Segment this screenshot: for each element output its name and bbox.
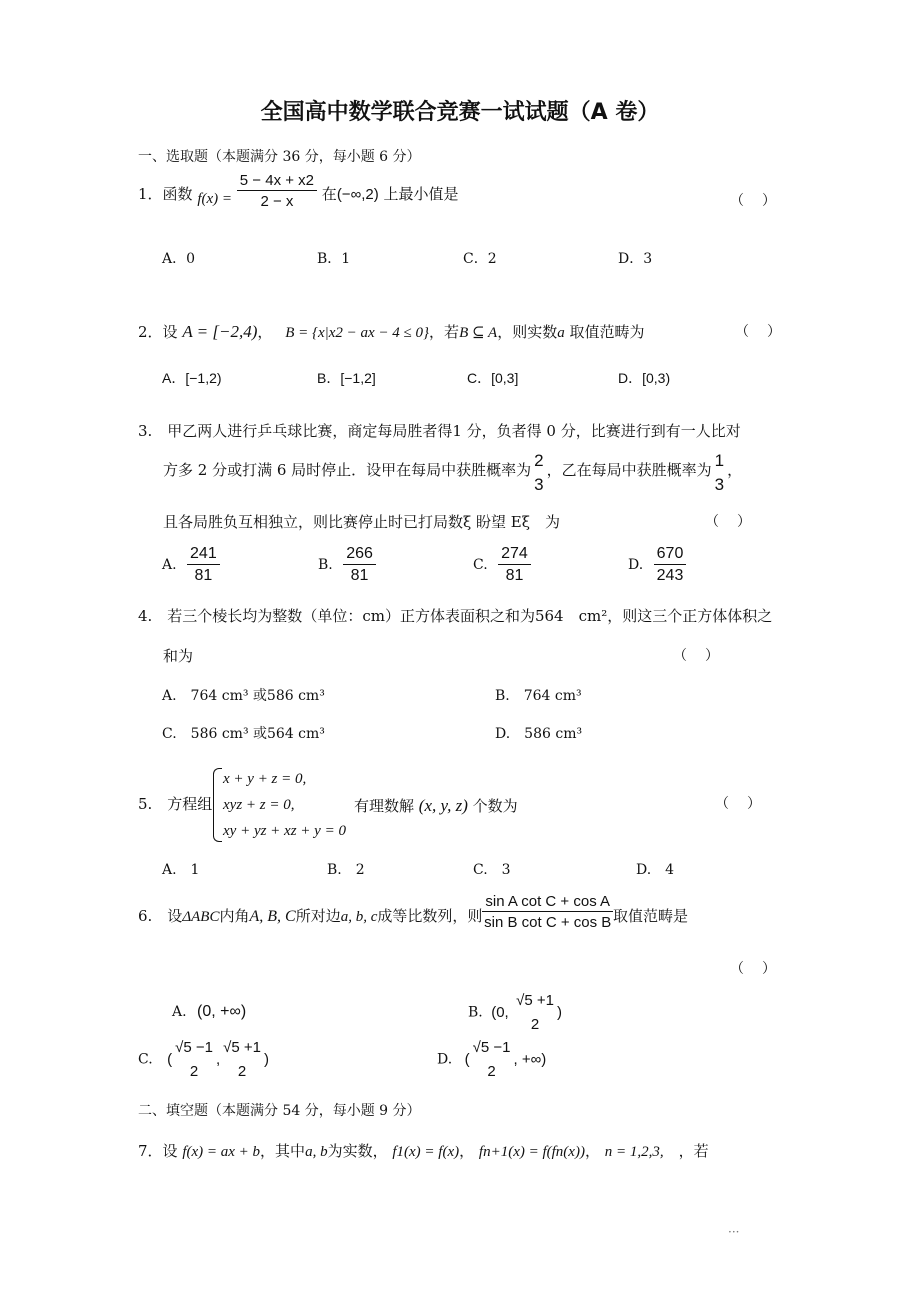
q5-answer-blank: （ ） (715, 796, 763, 812)
q2-suffix: 取值范畴为 (569, 323, 645, 341)
q5-prefix: 5. 方程组 (138, 795, 213, 813)
q6-option-c-num-1: √5 −1 (175, 1039, 213, 1056)
q6-option-c-fraction-1 (172, 1040, 216, 1079)
q6-prefix: 6. 设 (138, 907, 183, 925)
q5-option-a: A. 1 (162, 862, 200, 878)
q3-option-a-fraction (187, 546, 220, 584)
q3-option-b (318, 546, 376, 584)
q3-option-c-label: C. (473, 557, 488, 573)
q3-prob-b-num: 1 (714, 451, 725, 470)
q6-option-b-pre: (0, (491, 1004, 509, 1021)
q7-t3: ， (459, 1142, 475, 1160)
q3-option-b-fraction (343, 546, 376, 584)
q2-set-a: A = [−2,4) (182, 322, 258, 341)
q3-line-2c: ， (727, 460, 743, 479)
q7-t2: 为实数， (327, 1142, 388, 1160)
q6-option-d-label: D. (437, 1051, 453, 1068)
q6-option-d: D. ( √5 −1 2 , +∞) (437, 1039, 547, 1080)
q6-option-d-fraction (470, 1040, 514, 1079)
q5-eq-3: xy + yz + xz + y = 0 (223, 823, 346, 839)
question-7 (138, 1144, 709, 1160)
q1-interval: (−∞,2) (336, 186, 379, 203)
q2-prefix: 2．设 (138, 323, 178, 341)
q1-answer-blank: （ ） (730, 193, 778, 209)
q2-cond: B ⊆ A (459, 325, 498, 341)
q3-prob-b (712, 452, 727, 493)
q3-option-c-num: 274 (498, 546, 531, 565)
q1-fraction (237, 173, 317, 209)
q5-eq-2: xyz + z = 0, (223, 797, 295, 813)
q7-t4: ， (584, 1142, 600, 1160)
q6-option-d-num: √5 −1 (472, 1039, 511, 1056)
q3-line-2b: ，乙在每局中获胜概率为 (546, 460, 712, 479)
section-heading-fill: 二、填空题（本题满分 54 分，每小题 9 分） (138, 1103, 421, 1119)
q2-option-c: C．[0,3] (467, 370, 519, 386)
q4-option-b: B. 764 cm³ (495, 688, 582, 704)
q3-option-a-num: 241 (187, 546, 220, 565)
q6-sides: a, b, c (340, 909, 378, 925)
q6-suffix: 取值范畴是 (613, 907, 689, 925)
q2-var: a (557, 325, 565, 341)
q3-option-a (162, 546, 220, 584)
q1-option-a: A．0 (162, 251, 196, 267)
q2-option-d: D．[0,3) (618, 370, 671, 386)
q2-cond-pre: ，若 (429, 323, 460, 341)
q3-option-b-label: B. (318, 557, 333, 573)
q5-tuple: (x, y, z) (418, 796, 468, 815)
q6-option-c-den-1: 2 (189, 1063, 199, 1080)
q2-set-b: B = {x|x2 − ax − 4 ≤ 0} (285, 325, 430, 341)
q1-mid: 在 (321, 185, 337, 203)
q2-cond-post: ，则实数 (497, 323, 558, 341)
q6-option-c: C. ( √5 −1 2 , √5 +1 2 ) (138, 1039, 270, 1080)
q3-line-2a: 方多 2 分或打满 6 局时停止．设甲在每局中获胜概率为 (163, 460, 532, 479)
q3-prob-a-num: 2 (534, 451, 544, 470)
q1-suffix: 上最小值是 (383, 185, 459, 203)
q1-prefix: 1．函数 (138, 185, 193, 203)
q3-line-3: 且各局胜负互相独立，则比赛停止时已打局数ξ 盼望 Eξ 为 (163, 513, 561, 531)
q6-option-b-num: √5 +1 (516, 992, 555, 1009)
q6-mid2: 所对边 (295, 907, 341, 925)
question-1 (138, 172, 459, 210)
q5-tail (354, 797, 518, 814)
q3-option-a-label: A. (162, 557, 177, 573)
q6-option-c-label: C. (138, 1051, 153, 1068)
q5-option-d: D. 4 (636, 862, 675, 878)
q6-option-a-value: (0, +∞) (197, 1003, 247, 1020)
q3-option-b-num: 266 (343, 546, 376, 565)
q3-option-d-label: D. (628, 557, 644, 573)
q7-t1: ，其中 (260, 1142, 306, 1160)
q2-option-a: A．[−1,2) (162, 370, 222, 386)
q4-option-d: D. 586 cm³ (495, 726, 583, 742)
q6-option-d-post: , +∞) (513, 1051, 547, 1068)
q3-option-d-num: 670 (654, 546, 687, 565)
q3-option-d-fraction (654, 546, 687, 584)
q6-option-d-den: 2 (487, 1063, 496, 1080)
q3-prob-b-den: 3 (714, 475, 725, 494)
q6-option-c-num-2: √5 +1 (223, 1039, 262, 1056)
q6-option-b-label: B. (468, 1004, 483, 1021)
q1-option-d: D．3 (618, 251, 653, 267)
q3-option-b-den: 81 (350, 567, 369, 584)
q3-option-a-den: 81 (194, 567, 213, 584)
q6-option-a (172, 1004, 246, 1020)
q4-option-c: C. 586 cm³ 或564 cm³ (162, 726, 325, 742)
q3-option-c (473, 546, 531, 584)
q6-option-c-fraction-2 (220, 1040, 264, 1079)
q3-option-d (628, 546, 686, 584)
q3-option-c-fraction (498, 546, 531, 584)
section-heading-choice: 一、选取题（本题满分 36 分，每小题 6 分） (138, 149, 421, 165)
q5-suffix: 个数为 (472, 797, 518, 815)
q3-line-1: 3. 甲乙两人进行乒乓球比赛，商定每局胜者得1 分，负者得 0 分，比赛进行到有一人比对 (138, 422, 741, 440)
q6-answer-blank: （ ） (730, 961, 778, 977)
q6-triangle: ΔABC (182, 909, 220, 925)
q6-mid3: 成等比数列，则 (377, 907, 483, 925)
question-2 (138, 323, 645, 341)
q7-f1: f1(x) = f(x) (392, 1144, 460, 1160)
q1-option-c: C．2 (463, 251, 497, 267)
q1-func: f(x) = (197, 191, 233, 207)
q2-sep: ， (257, 323, 273, 341)
q5-mid: 有理数解 (354, 797, 415, 815)
page-footer-mark: ··· (728, 1225, 740, 1239)
q6-option-b: B. (0, √5 +1 2 ) (468, 992, 563, 1033)
page-title: 全国高中数学联合竞赛一试试题（A 卷） (260, 100, 660, 125)
q6-denominator: sin B cot C + cos B (484, 914, 612, 931)
q3-prob-a-den: 3 (534, 475, 544, 494)
q5-brace (213, 768, 222, 842)
q6-mid1: 内角 (219, 907, 250, 925)
q7-func: f(x) = ax + b (182, 1144, 261, 1160)
q6-option-b-den: 2 (530, 1016, 540, 1033)
q2-answer-blank: （ ） (735, 324, 783, 340)
q1-option-b: B．1 (317, 251, 351, 267)
q6-angles: A, B, C (249, 908, 296, 925)
q1-numerator: 5 − 4x + x2 (237, 173, 317, 191)
q5-option-c: C. 3 (473, 862, 511, 878)
q6-option-c-den-2: 2 (237, 1063, 247, 1080)
q7-ab: a, b (305, 1144, 328, 1160)
question-6 (138, 893, 689, 931)
q4-line-2: 和为 (163, 647, 194, 665)
q7-fn: fn+1(x) = f(fn(x)) (478, 1144, 585, 1160)
q7-n: n = 1,2,3, (604, 1144, 664, 1160)
q5-eq-1: x + y + z = 0, (223, 771, 307, 787)
q1-denominator: 2 − x (260, 193, 294, 210)
q7-t5: ，若 (663, 1142, 709, 1160)
q3-option-c-den: 81 (505, 567, 524, 584)
q3-line-2 (163, 452, 742, 493)
q6-numerator: sin A cot C + cos A (482, 894, 613, 912)
q4-option-a: A. 764 cm³ 或586 cm³ (162, 688, 325, 704)
q4-line-1: 4. 若三个棱长均为整数（单位：cm）正方体表面积之和为564 cm²，则这三个正方体体积之 (138, 607, 773, 625)
q3-prob-a (531, 452, 546, 493)
q7-prefix: 7．设 (138, 1142, 178, 1160)
q6-option-b-fraction (513, 993, 557, 1032)
q2-option-b: B．[−1,2] (317, 370, 376, 386)
q4-answer-blank: （ ） (673, 648, 721, 664)
q5-option-b: B. 2 (327, 862, 365, 878)
q6-fraction (482, 894, 613, 930)
q3-answer-blank: （ ） (705, 514, 753, 530)
q6-option-a-label: A. (172, 1004, 187, 1020)
q3-option-d-den: 243 (656, 567, 684, 584)
